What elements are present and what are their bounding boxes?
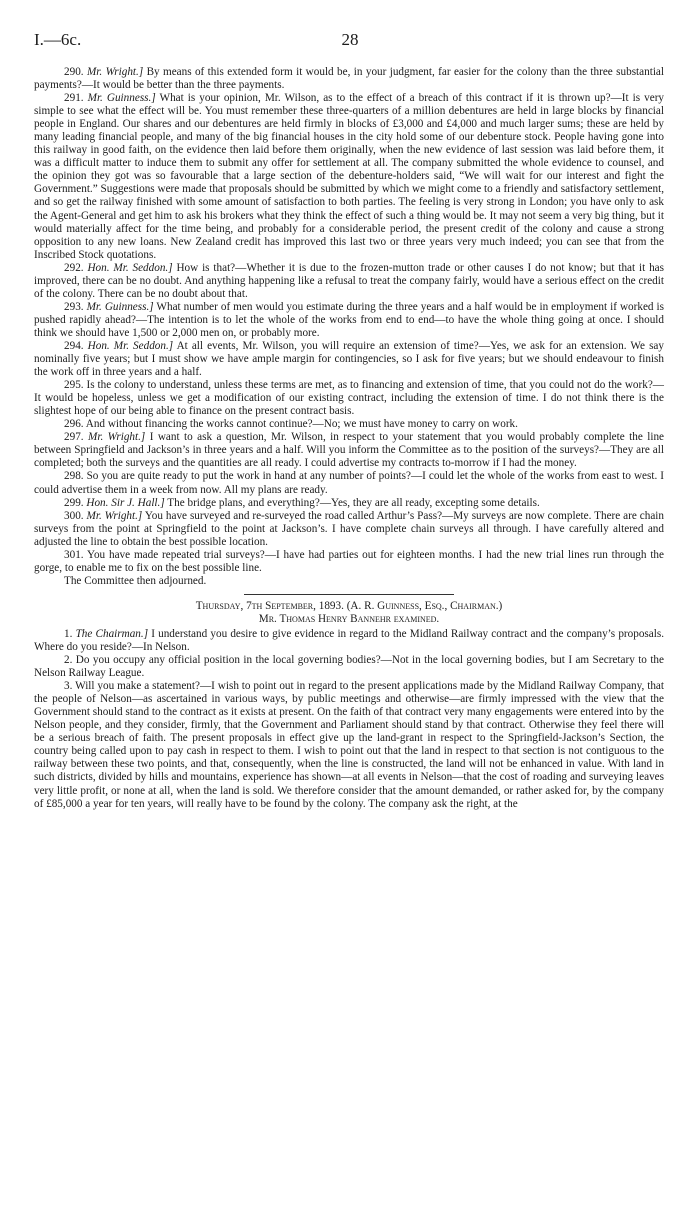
question-paragraph	[34, 301, 664, 340]
speaker: Mr. Wright.]	[86, 66, 144, 78]
question-paragraph	[34, 628, 664, 654]
section-divider	[244, 594, 454, 595]
speaker: Mr. Wright.]	[86, 509, 143, 522]
paragraph-text: What is your opinion, Mr. Wilson, as to the effect of a breach of this contract if it is thrown up?—It is very simple to see what the effect will be. You must remember these three-quarters of a million debentures are held in large blocks by financial people in England. Our shares and our debentures are held firmly in blocks of £3,000 and £4,000 and much larger sums; these are held by many leading financial people, and many of the big financial houses in the city hold some of our debenture stock. People having gone into this railway in good faith, on the evidence then laid before them originally, when the new evidence of last session was laid before them, it was a difficult matter to induce them to submit any offer for settlement at all. The company submitted the whole evidence to counsel, and the opinion they got was so favourable that a large section of the debenture-holders said, “We will wait for our interest and fight the Government.” Suggestions were made that proposals should be submitted by which we might come to a friendly and satisfactory settlement, and so get the railway finished with some amount of satisfaction to both parties. The feeling is very strong in London; you have only to ask the Agent-General and get him to ask his brokers what they think the effect of such a thing would be. It may not seem a very big thing, but it would materially affect for the time being, and probably for a considerable period, the present credit of the colony and cause a strong opposition to any new loans. New Zealand credit has improved this last two or three years very much indeed; you can see that from the Inscribed Stock quotations.	[34, 92, 665, 261]
speaker: Mr. Guinness.]	[87, 92, 156, 105]
paragraph-text: You have made repeated trial surveys?—I have had parties out for eighteen months. I had the new trial lines run through the gorge, to enable me to fix on the best possible line.	[34, 548, 664, 574]
question-paragraph	[34, 510, 664, 549]
question-paragraph	[34, 340, 664, 379]
question-paragraph	[34, 379, 664, 418]
question-number: 298.	[64, 470, 84, 483]
question-number: 295.	[64, 379, 84, 392]
document-reference: I.—6c.	[34, 30, 82, 49]
speaker: Hon. Mr. Seddon.]	[87, 339, 174, 352]
question-number: 293.	[64, 300, 84, 313]
paragraph-text: The bridge plans, and everything?—Yes, they are all ready, excepting some details.	[164, 496, 540, 509]
speaker: Mr. Wright.]	[88, 431, 146, 444]
session-chairman: (A. R. Guinness, Esq., Chairman.)	[346, 599, 503, 612]
session-date: Thursday, 7th September, 1893.	[195, 599, 344, 612]
witness-heading: Mr. Thomas Henry Bannehr examined.	[258, 612, 440, 625]
paragraph-text: I understand you desire to give evidence in regard to the Midland Railway contract and the company’s proposals. Where do you reside?—In Nelson.	[34, 627, 664, 654]
question-paragraph	[34, 262, 664, 301]
question-number: 299.	[64, 496, 84, 509]
paragraph-text: I want to ask a question, Mr. Wilson, in respect to your statement that you would probably complete the line between Springfield and Jackson’s in three years and a half. Will you inform the Committee as to the position of the surveys?—They are all completed; both the surveys and the quantities are all ready. I could advertise my contracts to-morrow if I had the money.	[34, 431, 665, 470]
paragraph-text: Do you occupy any official position in the local governing bodies?—Not in the local governing bodies, but I am Secretary to the Nelson Railway League.	[34, 654, 664, 680]
question-paragraph	[34, 418, 664, 431]
question-paragraph	[34, 66, 664, 92]
paragraph-text: How is that?—Whether it is due to the frozen-mutton trade or other causes I do not know; but that it has improved, there can be no doubt. And anything happening like a refusal to treat the company fairly, would have a serious effect on the credit of the colony. There can be no doubt about that.	[34, 261, 664, 300]
question-number: 296.	[64, 418, 84, 431]
speaker: Hon. Mr. Seddon.]	[87, 261, 173, 274]
question-paragraph	[34, 470, 664, 496]
question-paragraph	[34, 431, 664, 470]
question-number: 2.	[64, 654, 73, 667]
page-number: 28	[341, 30, 359, 49]
paragraph-text: Will you make a statement?—I wish to point out in regard to the present applications made by the Midland Railway Company, that the people of Nelson—as ascertained in various ways, by public meetings and otherwise—are firmly impressed with the view that the Government should stand to the contract as it exists at present. On the faith of that contract very many engagements were entered into by the Nelson people, and they consider, firmly, that the Government and Parliament should stand by that contract. Otherwise they feel there will be a serious breach of faith. The present proposals in effect give up the land-grant in respect to the Springfield-Jackson’s Section, the country being called upon to pay cash in respect to them. I wish to point out that the land in respect to that section is not contiguous to the railway between these two points, and that, consequently, when the line is constructed, the land will not be enhanced in value. With land in such districts, divided by hills and mountains, experience has shown—at all events in Nelson—that the cost of roading and surveying leaves very little profit, or none at all, when the land is sold. We therefore consider that the amount demanded, or rather asked for, by the company of £85,000 a year for ten years, will really have to be found by the colony. The company ask the right, at the	[34, 680, 664, 810]
speaker: Hon. Sir J. Hall.]	[86, 496, 165, 509]
question-number: 291.	[64, 92, 84, 105]
paragraph-text: At all events, Mr. Wilson, you will require an extension of time?—Yes, we ask for an extension. We say nominally five years; but I must show we have ample margin for contingencies, so I ask for five years; but we should endeavour to finish the work off in three years and a half.	[34, 339, 664, 379]
page-header	[34, 30, 666, 52]
question-paragraph	[34, 92, 664, 262]
question-number: 1.	[64, 627, 73, 640]
question-number: 290.	[64, 66, 84, 78]
question-number: 3.	[64, 680, 73, 693]
question-paragraph	[34, 654, 664, 680]
question-number: 297.	[64, 431, 84, 444]
speaker: The Chairman.]	[75, 627, 149, 640]
paragraph-text: What number of men would you estimate during the three years and a half would be in employment if worked is pushed rapidly ahead?—The intention is to let the whole of the works from end to end—to have the whole thing going at once. I should think we should have 1,500 or 2,000 men on, or probably more.	[34, 300, 664, 339]
paragraph-text: And without financing the works cannot continue?—No; we must have money to carry on work.	[83, 418, 518, 431]
paragraph-text: Is the colony to understand, unless these terms are met, as to financing and extension of time, that you could not do the work?—It would be hopeless, unless we get a modification of our existing contract, including the extension of time. I do not think there is the slightest hope of our being able to finance on the present contract basis.	[34, 379, 664, 418]
question-number: 292.	[64, 261, 84, 274]
question-number: 301.	[64, 548, 84, 561]
question-number: 294.	[64, 339, 84, 352]
body-text	[34, 66, 664, 811]
paragraph-text: So you are quite ready to put the work in hand at any number of points?—I could let the whole of the works from east to west. I could advertise them in a week from now. All my plans are ready.	[34, 470, 664, 496]
paragraph-text: You have surveyed and re-surveyed the road called Arthur’s Pass?—My surveys are now complete. There are chain surveys from the point at Springfield to the point at Jackson’s. I have complete chain surveys all through. I have carefully altered and adjusted the line to obtain the best possible location.	[34, 509, 664, 548]
question-paragraph	[34, 549, 664, 575]
question-paragraph	[34, 680, 664, 810]
session-heading	[34, 600, 664, 613]
question-number: 300.	[64, 509, 84, 522]
paragraph-text: By means of this extended form it would be, in your judgment, far easier for the colony than the three substantial payments?—It would be better than the three payments.	[34, 66, 665, 92]
adjournment-note: The Committee then adjourned.	[64, 574, 207, 587]
speaker: Mr. Guinness.]	[86, 300, 154, 313]
question-paragraph	[34, 497, 664, 510]
